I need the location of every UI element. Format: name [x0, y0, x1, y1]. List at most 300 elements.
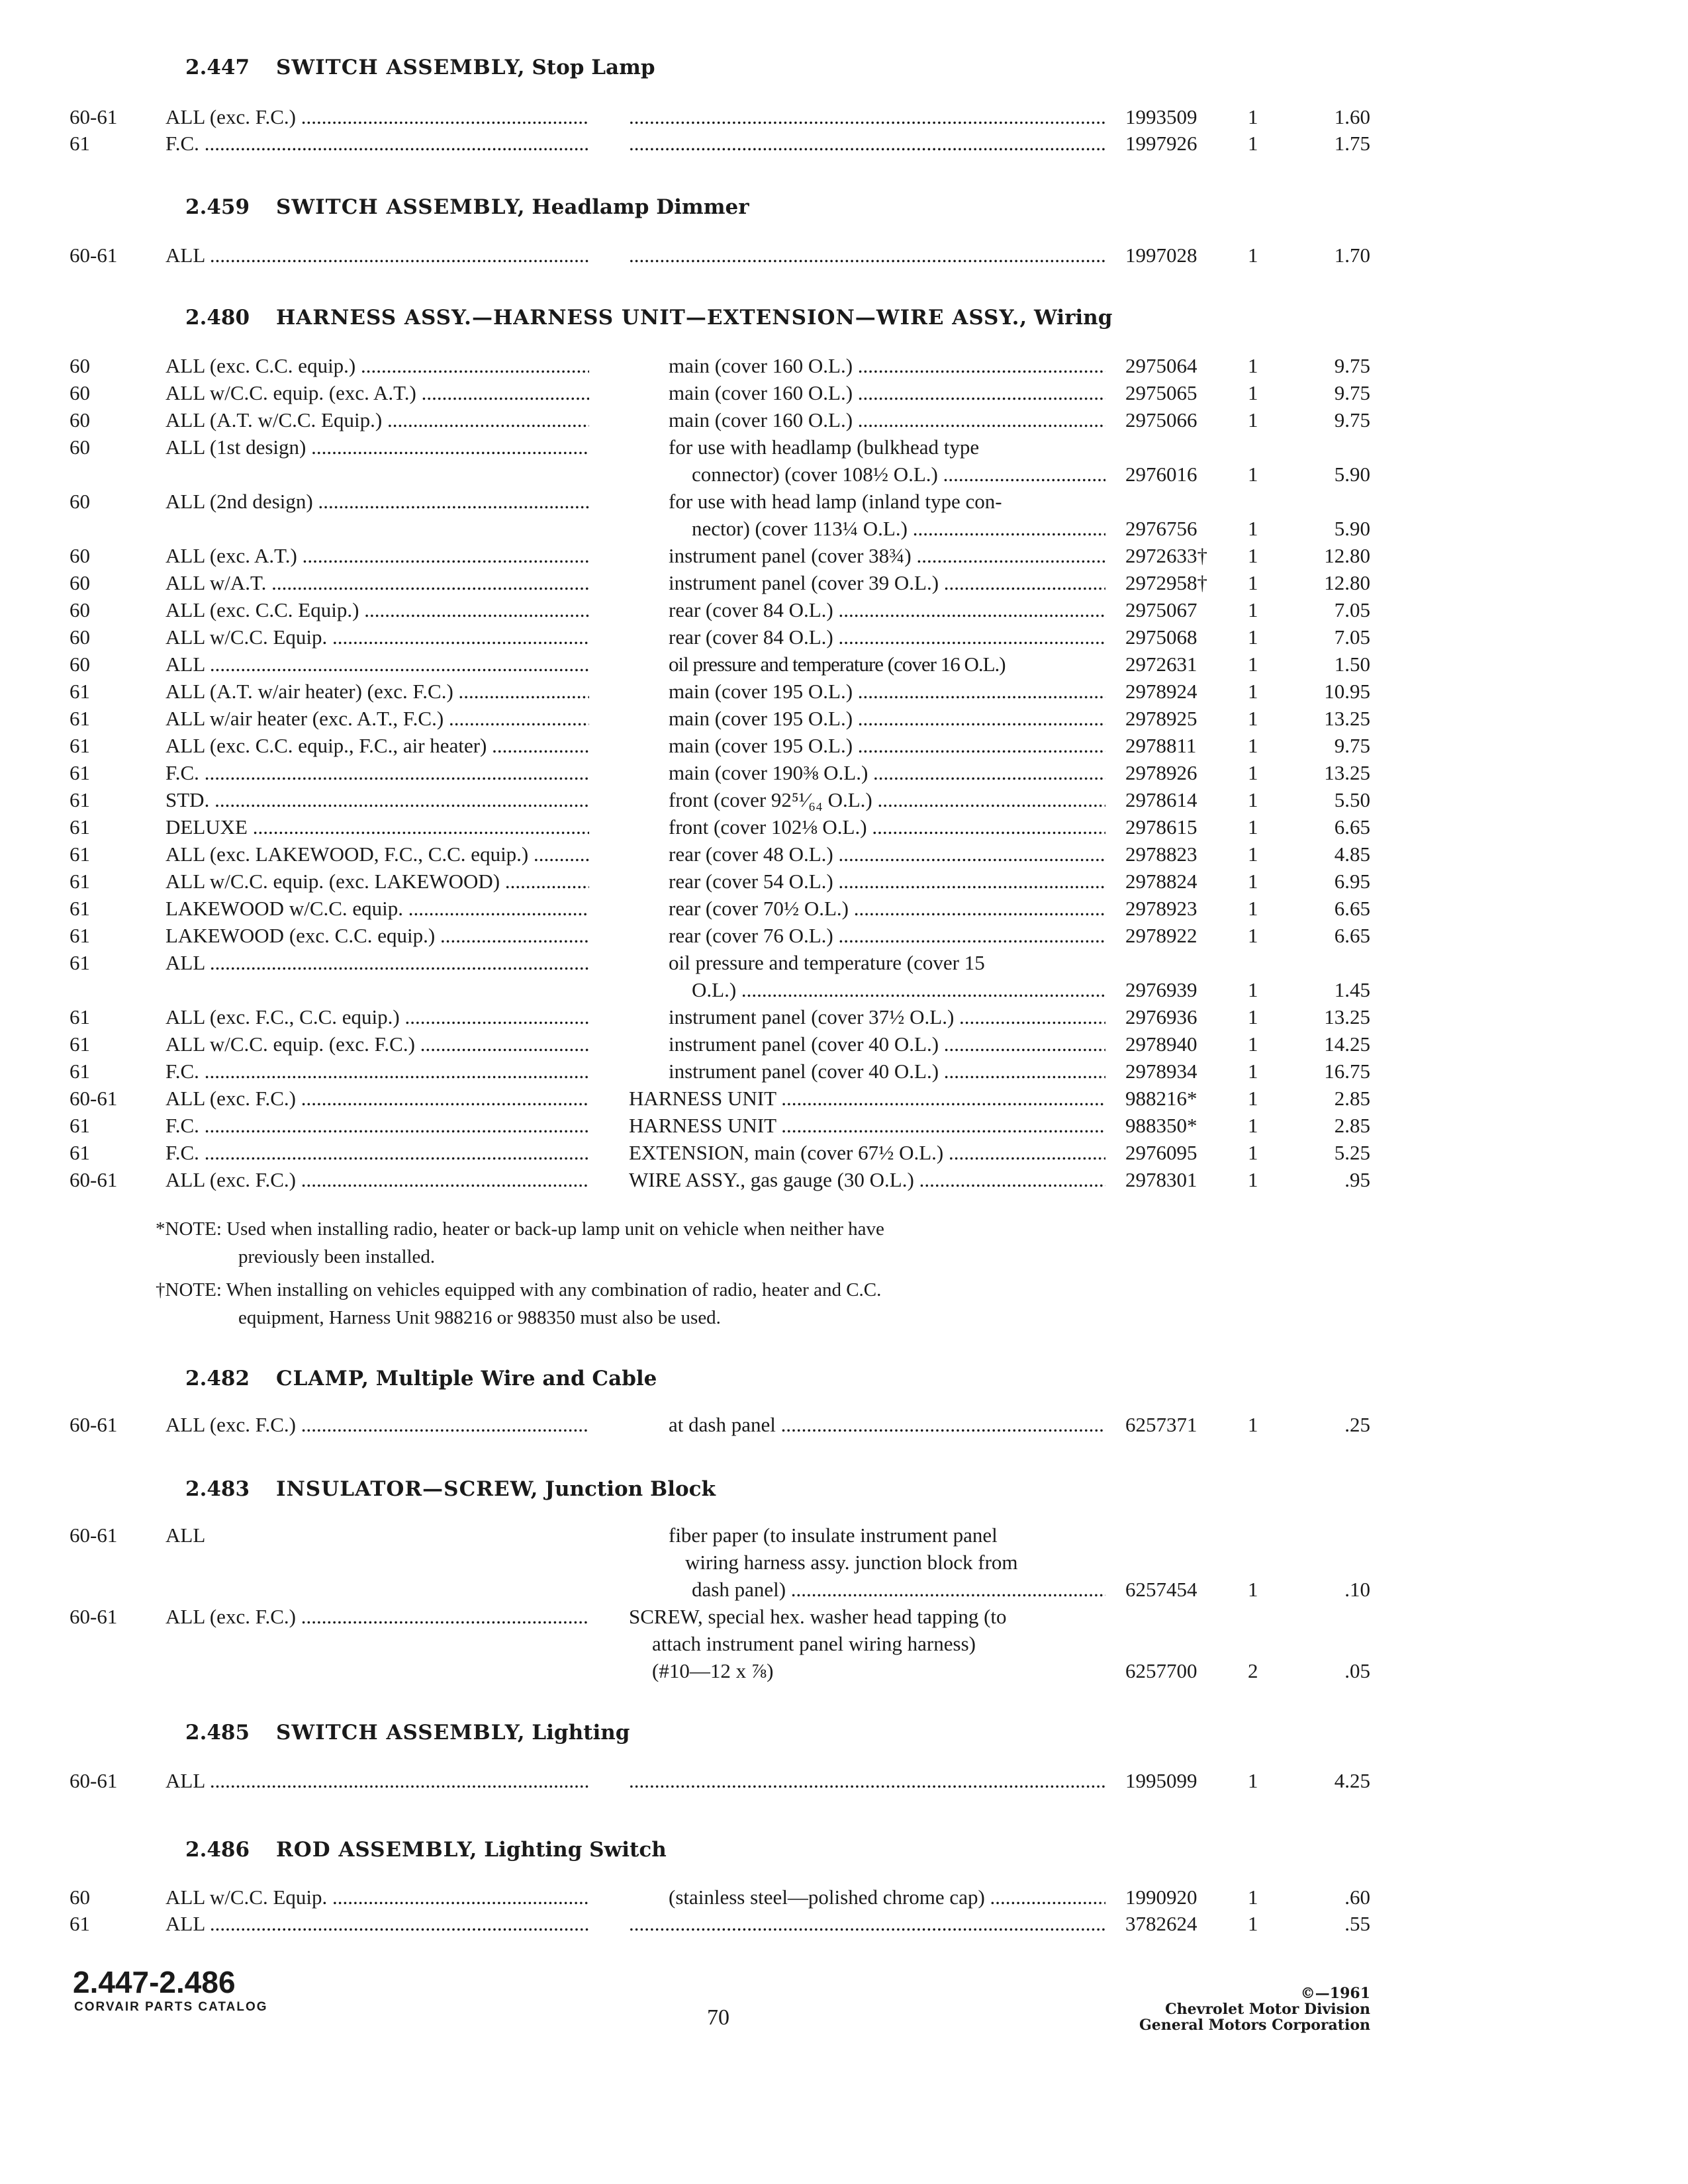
- price-cell: 5.90: [1334, 463, 1370, 486]
- model-cell: ALL (exc. C.C. Equip.) .....: [165, 597, 589, 623]
- table-row: [0, 461, 1688, 488]
- table-row: [0, 1167, 1688, 1193]
- model-cell: ALL .....: [165, 1768, 589, 1794]
- model-cell: ALL .....: [165, 1911, 589, 1937]
- price-cell: 10.95: [1324, 680, 1370, 703]
- section-title: HARNESS ASSY.—HARNESS UNIT—EXTENSION—WIRE ASSY.,: [275, 306, 1028, 330]
- model-cell: LAKEWOOD w/C.C. equip. .....: [165, 895, 589, 922]
- year-cell: 61: [70, 761, 90, 784]
- model-cell: ALL w/C.C. equip. (exc. A.T.) .....: [165, 380, 589, 406]
- quantity-cell: 1: [1248, 544, 1258, 567]
- description-cell: main (cover 160 O.L.) .....: [669, 407, 1105, 433]
- table-row: [0, 516, 1688, 542]
- description-cell: rear (cover 84 O.L.) .....: [669, 624, 1105, 651]
- year-cell: 60: [70, 490, 90, 513]
- model-cell: F.C. .....: [165, 760, 589, 786]
- description-cell: WIRE ASSY., gas gauge (30 O.L.) .....: [629, 1167, 1105, 1193]
- section-heading: [185, 306, 1112, 330]
- model-cell: ALL .....: [165, 950, 589, 976]
- description-cell: oil pressure and temperature (cover 15: [669, 951, 985, 974]
- model-cell: ALL (exc. C.C. equip., F.C., air heater) .....: [165, 733, 589, 759]
- quantity-cell: 1: [1248, 1060, 1258, 1083]
- quantity-cell: 1: [1248, 598, 1258, 621]
- part-number-cell: 1995099: [1125, 1769, 1197, 1792]
- part-number-cell: 2975065: [1125, 381, 1197, 404]
- price-cell: .55: [1344, 1912, 1370, 1935]
- description-cell: main (cover 195 O.L.) .....: [669, 733, 1105, 759]
- year-cell: 60: [70, 598, 90, 621]
- quantity-cell: 1: [1248, 571, 1258, 594]
- section-number: 2.486: [185, 1838, 250, 1862]
- description-cell: oil pressure and temperature (cover 16 O.L.): [669, 653, 1006, 676]
- year-cell: 60: [70, 354, 90, 377]
- table-row: [0, 1031, 1688, 1058]
- quantity-cell: 1: [1248, 870, 1258, 893]
- price-cell: 12.80: [1324, 571, 1370, 594]
- table-row: [0, 895, 1688, 922]
- year-cell: 60: [70, 544, 90, 567]
- price-cell: .10: [1344, 1578, 1370, 1601]
- price-cell: 1.45: [1334, 978, 1370, 1001]
- price-cell: 13.25: [1324, 1005, 1370, 1028]
- table-row: [0, 380, 1688, 406]
- price-cell: 4.85: [1334, 842, 1370, 866]
- year-cell: 60: [70, 435, 90, 459]
- table-row: [0, 434, 1688, 461]
- model-cell: ALL .....: [165, 242, 589, 269]
- description-cell: main (cover 160 O.L.) .....: [669, 353, 1105, 379]
- description-cell: at dash panel .....: [669, 1412, 1105, 1438]
- description-cell: wiring harness assy. junction block from: [685, 1551, 1018, 1574]
- model-cell: ALL w/C.C. Equip. .....: [165, 624, 589, 651]
- model-cell: LAKEWOOD (exc. C.C. equip.) .....: [165, 923, 589, 949]
- description-cell: main (cover 195 O.L.) .....: [669, 705, 1105, 732]
- part-number-cell: 988350*: [1125, 1114, 1197, 1137]
- description-cell: nector) (cover 113¼ O.L.) .....: [692, 516, 1105, 542]
- year-cell: 61: [70, 680, 90, 703]
- description-cell: for use with headlamp (bulkhead type: [669, 435, 980, 459]
- price-cell: 1.70: [1334, 244, 1370, 267]
- copyright: ©—1961: [1300, 1985, 1370, 2002]
- model-cell: ALL (1st design) .....: [165, 434, 589, 461]
- section-number: 2.485: [185, 1721, 250, 1745]
- model-cell: ALL w/C.C. equip. (exc. F.C.) .....: [165, 1031, 589, 1058]
- table-row: [0, 1085, 1688, 1112]
- table-row: [0, 1412, 1688, 1438]
- part-number-cell: 1997028: [1125, 244, 1197, 267]
- price-cell: 5.90: [1334, 517, 1370, 540]
- model-cell: F.C. .....: [165, 130, 589, 157]
- price-cell: 12.80: [1324, 544, 1370, 567]
- year-cell: 60-61: [70, 244, 118, 267]
- note-line: *NOTE: Used when installing radio, heater or back-up lamp unit on vehicle when neither have: [156, 1218, 884, 1240]
- part-number-cell: 2978924: [1125, 680, 1197, 703]
- table-row: [0, 1522, 1688, 1549]
- part-number-cell: 2978940: [1125, 1032, 1197, 1056]
- part-number-cell: 2975068: [1125, 625, 1197, 649]
- model-cell: F.C. .....: [165, 1140, 589, 1166]
- model-cell: ALL (exc. F.C., C.C. equip.) .....: [165, 1004, 589, 1030]
- description-cell: instrument panel (cover 39 O.L.) .....: [669, 570, 1105, 596]
- description-cell: front (cover 92⁵¹⁄₆₄ O.L.) .....: [669, 787, 1105, 813]
- model-cell: ALL w/A.T. .....: [165, 570, 589, 596]
- table-row: [0, 814, 1688, 841]
- quantity-cell: 1: [1248, 1087, 1258, 1110]
- quantity-cell: 1: [1248, 517, 1258, 540]
- description-cell: HARNESS UNIT .....: [629, 1085, 1105, 1112]
- description-cell: rear (cover 76 O.L.) .....: [669, 923, 1105, 949]
- year-cell: 61: [70, 734, 90, 757]
- model-cell: STD. .....: [165, 787, 589, 813]
- section-title: CLAMP,: [275, 1367, 369, 1390]
- description-cell: [629, 1768, 1105, 1794]
- part-number-cell: 2975066: [1125, 408, 1197, 432]
- footnote-dagger: [156, 1276, 1122, 1332]
- model-cell: ALL (exc. F.C.) .....: [165, 104, 589, 130]
- year-cell: 61: [70, 1060, 90, 1083]
- part-number-cell: 2978934: [1125, 1060, 1197, 1083]
- section-title: SWITCH ASSEMBLY,: [275, 56, 526, 79]
- model-cell: ALL (A.T. w/C.C. Equip.) .....: [165, 407, 589, 433]
- table-row: [0, 651, 1688, 678]
- description-cell: rear (cover 84 O.L.) .....: [669, 597, 1105, 623]
- part-number-cell: 3782624: [1125, 1912, 1197, 1935]
- table-row: [0, 130, 1688, 157]
- part-number-cell: 2972633†: [1125, 544, 1207, 567]
- year-cell: 60-61: [70, 1168, 118, 1191]
- part-number-cell: 2978923: [1125, 897, 1197, 920]
- part-number-cell: 2978926: [1125, 761, 1197, 784]
- year-cell: 60-61: [70, 1605, 118, 1628]
- description-cell: instrument panel (cover 38¾) .....: [669, 543, 1105, 569]
- table-row: [0, 543, 1688, 569]
- description-cell: [629, 130, 1105, 157]
- footnote-asterisk: [156, 1215, 1122, 1271]
- model-cell: F.C. .....: [165, 1058, 589, 1085]
- page-number: 70: [707, 2005, 729, 2030]
- quantity-cell: 1: [1248, 680, 1258, 703]
- part-number-cell: 2976936: [1125, 1005, 1197, 1028]
- part-number-cell: 6257454: [1125, 1578, 1197, 1601]
- quantity-cell: 2: [1248, 1659, 1258, 1682]
- model-cell: ALL (exc. F.C.) .....: [165, 1604, 589, 1630]
- price-cell: 14.25: [1324, 1032, 1370, 1056]
- year-cell: 61: [70, 1005, 90, 1028]
- price-cell: 9.75: [1334, 408, 1370, 432]
- table-row: [0, 841, 1688, 868]
- part-number-cell: 2978824: [1125, 870, 1197, 893]
- quantity-cell: 1: [1248, 1032, 1258, 1056]
- description-cell: [629, 1911, 1105, 1937]
- section-title: SWITCH ASSEMBLY,: [275, 195, 526, 219]
- section-subtitle: Wiring: [1034, 306, 1113, 330]
- section-subtitle: Stop Lamp: [532, 56, 655, 79]
- section-number: 2.480: [185, 306, 250, 330]
- description-cell: rear (cover 48 O.L.) .....: [669, 841, 1105, 868]
- table-row: [0, 597, 1688, 623]
- price-cell: .25: [1344, 1413, 1370, 1436]
- quantity-cell: 1: [1248, 1886, 1258, 1909]
- description-cell: instrument panel (cover 40 O.L.) .....: [669, 1031, 1105, 1058]
- model-cell: ALL (exc. F.C.) .....: [165, 1167, 589, 1193]
- quantity-cell: 1: [1248, 897, 1258, 920]
- year-cell: 60: [70, 571, 90, 594]
- price-cell: 6.65: [1334, 815, 1370, 839]
- table-row: [0, 678, 1688, 705]
- description-cell: front (cover 102⅛ O.L.) .....: [669, 814, 1105, 841]
- table-row: [0, 1884, 1688, 1911]
- table-row: [0, 1768, 1688, 1794]
- note-line: previously been installed.: [238, 1246, 436, 1267]
- model-cell: ALL (exc. F.C.) .....: [165, 1085, 589, 1112]
- section-title: SWITCH ASSEMBLY,: [275, 1721, 526, 1745]
- description-cell: main (cover 195 O.L.) .....: [669, 678, 1105, 705]
- table-row: [0, 1631, 1688, 1657]
- description-cell: HARNESS UNIT .....: [629, 1113, 1105, 1139]
- description-cell: (#10—12 x ⅞): [652, 1659, 774, 1682]
- part-number-cell: 2975067: [1125, 598, 1197, 621]
- description-cell: main (cover 190⅜ O.L.) .....: [669, 760, 1105, 786]
- quantity-cell: 1: [1248, 924, 1258, 947]
- table-row: [0, 1113, 1688, 1139]
- quantity-cell: 1: [1248, 625, 1258, 649]
- price-cell: 1.50: [1334, 653, 1370, 676]
- note-line: equipment, Harness Unit 988216 or 988350 must also be used.: [238, 1307, 721, 1328]
- section-heading: [185, 1367, 657, 1390]
- part-number-cell: 2978823: [1125, 842, 1197, 866]
- year-cell: 60-61: [70, 1524, 118, 1547]
- model-cell: ALL w/C.C. Equip. .....: [165, 1884, 589, 1911]
- table-row: [0, 923, 1688, 949]
- price-cell: 9.75: [1334, 354, 1370, 377]
- model-cell: DELUXE .....: [165, 814, 589, 841]
- quantity-cell: 1: [1248, 381, 1258, 404]
- table-row: [0, 1576, 1688, 1603]
- quantity-cell: 1: [1248, 815, 1258, 839]
- year-cell: 60: [70, 381, 90, 404]
- division-name: Chevrolet Motor Division: [1165, 2001, 1370, 2018]
- table-row: [0, 950, 1688, 976]
- part-number-cell: 2976095: [1125, 1141, 1197, 1164]
- part-number-cell: 2975064: [1125, 354, 1197, 377]
- model-cell: ALL (A.T. w/air heater) (exc. F.C.) .....: [165, 678, 589, 705]
- model-cell: ALL (2nd design) .....: [165, 488, 589, 515]
- table-row: [0, 760, 1688, 786]
- table-row: [0, 570, 1688, 596]
- year-cell: 61: [70, 1114, 90, 1137]
- section-subtitle: Lighting Switch: [484, 1838, 667, 1862]
- description-cell: for use with head lamp (inland type con-: [669, 490, 1002, 513]
- quantity-cell: 1: [1248, 463, 1258, 486]
- price-cell: 9.75: [1334, 734, 1370, 757]
- price-cell: .05: [1344, 1659, 1370, 1682]
- description-cell: rear (cover 54 O.L.) .....: [669, 868, 1105, 895]
- price-cell: .95: [1344, 1168, 1370, 1191]
- table-row: [0, 977, 1688, 1003]
- section-number: 2.447: [185, 56, 250, 79]
- table-row: [0, 1911, 1688, 1937]
- year-cell: 61: [70, 842, 90, 866]
- model-cell: ALL (exc. LAKEWOOD, F.C., C.C. equip.) .....: [165, 841, 589, 868]
- year-cell: 61: [70, 1141, 90, 1164]
- model-cell: ALL (exc. F.C.) .....: [165, 1412, 589, 1438]
- table-row: [0, 1658, 1688, 1684]
- description-cell: SCREW, special hex. washer head tapping (to: [629, 1605, 1007, 1628]
- description-cell: [629, 242, 1105, 269]
- part-number-cell: 1997926: [1125, 132, 1197, 155]
- description-cell: main (cover 160 O.L.) .....: [669, 380, 1105, 406]
- quantity-cell: 1: [1248, 244, 1258, 267]
- section-heading: [185, 56, 655, 79]
- table-row: [0, 407, 1688, 433]
- price-cell: 13.25: [1324, 761, 1370, 784]
- description-cell: (stainless steel—polished chrome cap) .....: [669, 1884, 1105, 1911]
- table-row: [0, 1004, 1688, 1030]
- description-cell: EXTENSION, main (cover 67½ O.L.) .....: [629, 1140, 1105, 1166]
- price-cell: 6.95: [1334, 870, 1370, 893]
- model-cell: ALL (exc. C.C. equip.) .....: [165, 353, 589, 379]
- year-cell: 61: [70, 707, 90, 730]
- price-cell: .60: [1344, 1886, 1370, 1909]
- part-number-cell: 2972631: [1125, 653, 1197, 676]
- part-number-cell: 1993509: [1125, 105, 1197, 128]
- model-cell: ALL w/air heater (exc. A.T., F.C.) .....: [165, 705, 589, 732]
- quantity-cell: 1: [1248, 1114, 1258, 1137]
- table-row: [0, 733, 1688, 759]
- part-number-cell: 2978811: [1125, 734, 1197, 757]
- quantity-cell: 1: [1248, 653, 1258, 676]
- corporation-name: General Motors Corporation: [1139, 2017, 1370, 2034]
- quantity-cell: 1: [1248, 978, 1258, 1001]
- year-cell: 61: [70, 132, 90, 155]
- price-cell: 5.25: [1334, 1141, 1370, 1164]
- price-cell: 7.05: [1334, 625, 1370, 649]
- model-cell: ALL (exc. A.T.) .....: [165, 543, 589, 569]
- description-cell: instrument panel (cover 37½ O.L.) .....: [669, 1004, 1105, 1030]
- section-title: INSULATOR—SCREW,: [275, 1477, 539, 1501]
- price-cell: 13.25: [1324, 707, 1370, 730]
- description-cell: connector) (cover 108½ O.L.) .....: [692, 461, 1105, 488]
- quantity-cell: 1: [1248, 132, 1258, 155]
- section-subtitle: Multiple Wire and Cable: [375, 1367, 657, 1390]
- year-cell: 60-61: [70, 105, 118, 128]
- section-subtitle: Lighting: [532, 1721, 630, 1745]
- year-cell: 61: [70, 1032, 90, 1056]
- part-number-cell: 2978614: [1125, 788, 1197, 811]
- table-row: [0, 242, 1688, 269]
- quantity-cell: 1: [1248, 734, 1258, 757]
- description-cell: [629, 104, 1105, 130]
- price-cell: 4.25: [1334, 1769, 1370, 1792]
- quantity-cell: 1: [1248, 105, 1258, 128]
- table-row: [0, 624, 1688, 651]
- year-cell: 61: [70, 870, 90, 893]
- year-cell: 61: [70, 924, 90, 947]
- page-code: 2.447-2.486: [73, 1965, 236, 1999]
- part-number-cell: 2978301: [1125, 1168, 1197, 1191]
- section-subtitle: Headlamp Dimmer: [532, 195, 749, 219]
- year-cell: 61: [70, 951, 90, 974]
- part-number-cell: 6257700: [1125, 1659, 1197, 1682]
- year-cell: 61: [70, 1912, 90, 1935]
- table-row: [0, 1058, 1688, 1085]
- price-cell: 1.60: [1334, 105, 1370, 128]
- table-row: [0, 488, 1688, 515]
- model-cell: ALL .....: [165, 651, 589, 678]
- part-number-cell: 2976016: [1125, 463, 1197, 486]
- year-cell: 60: [70, 408, 90, 432]
- quantity-cell: 1: [1248, 1578, 1258, 1601]
- section-subtitle: Junction Block: [545, 1477, 716, 1501]
- table-row: [0, 104, 1688, 130]
- description-cell: instrument panel (cover 40 O.L.) .....: [669, 1058, 1105, 1085]
- part-number-cell: 6257371: [1125, 1413, 1197, 1436]
- year-cell: 60: [70, 1886, 90, 1909]
- table-row: [0, 705, 1688, 732]
- price-cell: 6.65: [1334, 924, 1370, 947]
- section-heading: [185, 195, 749, 219]
- quantity-cell: 1: [1248, 1912, 1258, 1935]
- section-heading: [185, 1721, 630, 1745]
- model-cell: ALL: [165, 1524, 206, 1547]
- part-number-cell: 2976939: [1125, 978, 1197, 1001]
- note-line: †NOTE: When installing on vehicles equipped with any combination of radio, heater and C.C.: [156, 1279, 882, 1300]
- part-number-cell: 2978922: [1125, 924, 1197, 947]
- price-cell: 1.75: [1334, 132, 1370, 155]
- part-number-cell: 2976756: [1125, 517, 1197, 540]
- year-cell: 61: [70, 788, 90, 811]
- quantity-cell: 1: [1248, 354, 1258, 377]
- table-row: [0, 787, 1688, 813]
- price-cell: 5.50: [1334, 788, 1370, 811]
- section-number: 2.459: [185, 195, 250, 219]
- table-row: [0, 353, 1688, 379]
- quantity-cell: 1: [1248, 1168, 1258, 1191]
- table-row: [0, 868, 1688, 895]
- year-cell: 60-61: [70, 1413, 118, 1436]
- section-heading: [185, 1477, 716, 1501]
- catalog-name: CORVAIR PARTS CATALOG: [74, 2000, 268, 2014]
- quantity-cell: 1: [1248, 1141, 1258, 1164]
- part-number-cell: 988216*: [1125, 1087, 1197, 1110]
- price-cell: 16.75: [1324, 1060, 1370, 1083]
- quantity-cell: 1: [1248, 1769, 1258, 1792]
- price-cell: 2.85: [1334, 1114, 1370, 1137]
- quantity-cell: 1: [1248, 408, 1258, 432]
- description-cell: dash panel) .....: [692, 1576, 1105, 1603]
- model-cell: F.C. .....: [165, 1113, 589, 1139]
- part-number-cell: 1990920: [1125, 1886, 1197, 1909]
- description-cell: rear (cover 70½ O.L.) .....: [669, 895, 1105, 922]
- table-row: [0, 1140, 1688, 1166]
- year-cell: 60-61: [70, 1087, 118, 1110]
- price-cell: 2.85: [1334, 1087, 1370, 1110]
- year-cell: 60: [70, 625, 90, 649]
- quantity-cell: 1: [1248, 842, 1258, 866]
- section-number: 2.482: [185, 1367, 250, 1390]
- year-cell: 61: [70, 897, 90, 920]
- part-number-cell: 2972958†: [1125, 571, 1207, 594]
- section-number: 2.483: [185, 1477, 250, 1501]
- year-cell: 61: [70, 815, 90, 839]
- section-heading: [185, 1838, 667, 1862]
- publisher-block: [1139, 1985, 1370, 2033]
- description-cell: O.L.) .....: [692, 977, 1105, 1003]
- part-number-cell: 2978925: [1125, 707, 1197, 730]
- model-cell: ALL w/C.C. equip. (exc. LAKEWOOD) .....: [165, 868, 589, 895]
- part-number-cell: 2978615: [1125, 815, 1197, 839]
- description-cell: fiber paper (to insulate instrument panel: [669, 1524, 998, 1547]
